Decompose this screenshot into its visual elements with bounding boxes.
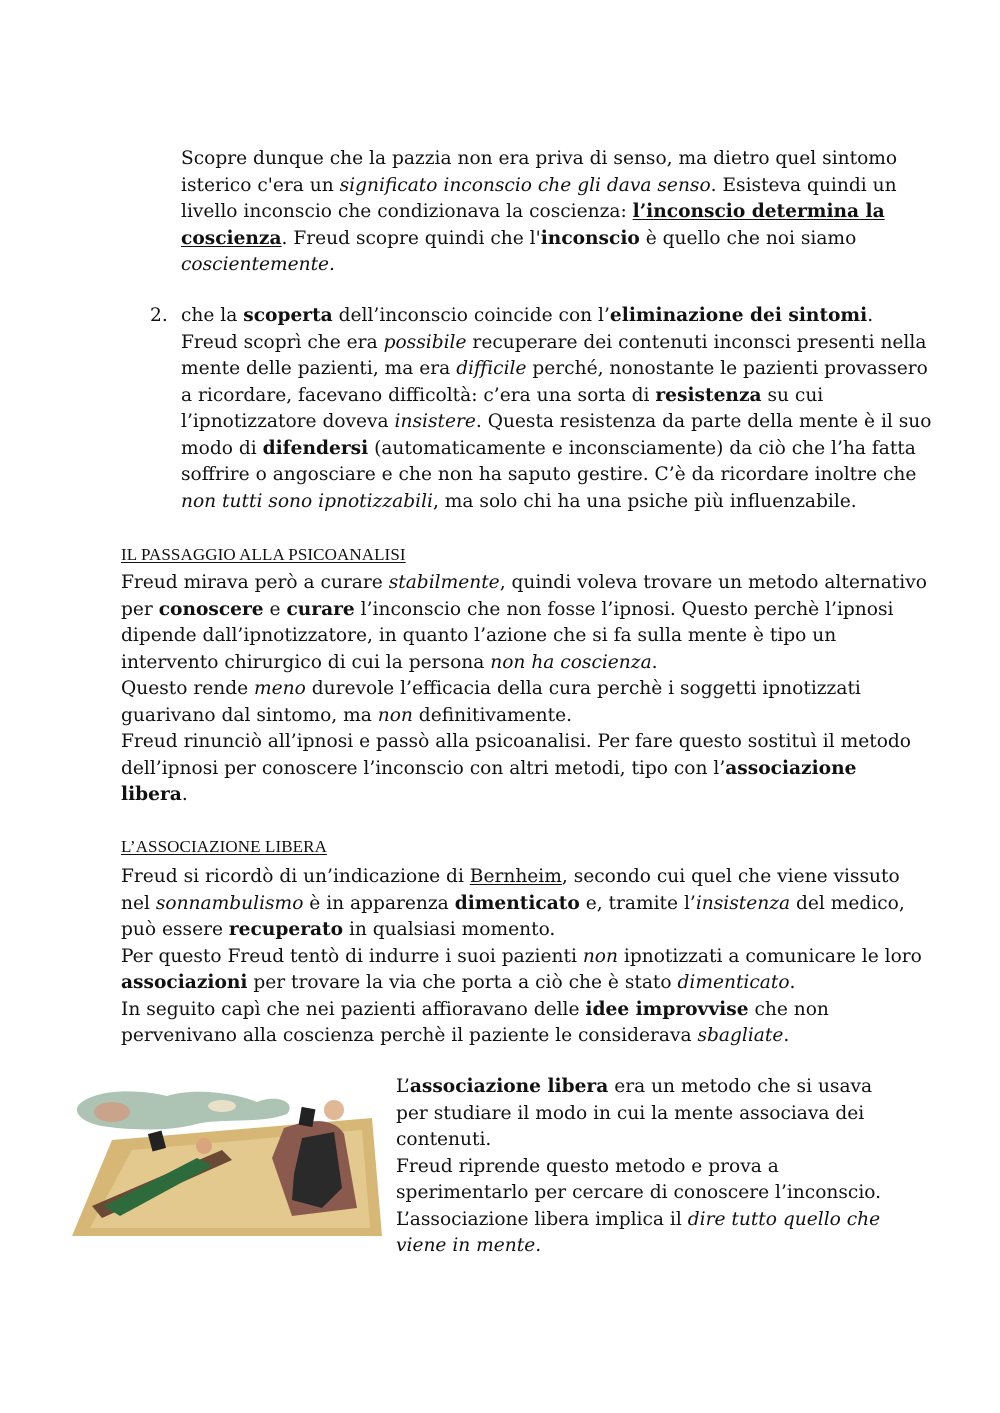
emphasis: dimenticato bbox=[677, 972, 790, 993]
bold-term: eliminazione dei sintomi bbox=[609, 305, 868, 326]
text: contenuti. bbox=[396, 1129, 492, 1150]
text: a ricordare, facevano difficoltà: c’era una sorta di bbox=[181, 384, 656, 406]
emphasis: possibile bbox=[383, 331, 467, 353]
emphasis: non tutti sono ipnotizzabili bbox=[181, 490, 433, 512]
text: era un metodo che si usava bbox=[608, 1076, 873, 1097]
key-phrase: l’inconscio determina la bbox=[632, 201, 885, 222]
item2-line-4 bbox=[181, 383, 931, 410]
s1-line-2 bbox=[121, 597, 927, 624]
list-item-2 bbox=[181, 303, 931, 515]
text: , secondo cui quel che viene vissuto bbox=[561, 866, 900, 887]
text: sperimentarlo per cercare di conoscere l’inconscio. bbox=[396, 1182, 882, 1203]
psychoanalysis-session-illustration bbox=[72, 1088, 382, 1236]
item2-line-7 bbox=[181, 462, 931, 489]
text: . bbox=[181, 784, 188, 805]
item2-line-2 bbox=[181, 330, 931, 357]
text: dell’inconscio coincide con l’ bbox=[332, 305, 610, 326]
item2-line-3 bbox=[181, 356, 931, 383]
emphasis: sonnambulismo bbox=[155, 892, 304, 914]
list-number: 2. bbox=[150, 305, 168, 326]
s1-line-8 bbox=[121, 756, 927, 783]
text: Freud scoprì che era bbox=[181, 331, 384, 353]
bold-term: recuperato bbox=[228, 919, 344, 940]
s3-line-7 bbox=[396, 1233, 881, 1260]
psicoanalisi-paragraph bbox=[121, 570, 927, 809]
section-heading-psicoanalisi: IL PASSAGGIO ALLA PSICOANALISI bbox=[121, 545, 406, 564]
s1-line-6 bbox=[121, 703, 927, 730]
text: che la bbox=[181, 305, 244, 326]
text: in qualsiasi momento. bbox=[343, 919, 556, 940]
text: Scopre dunque che la pazzia non era priva di senso, ma dietro quel sintomo bbox=[181, 148, 898, 169]
text: nel bbox=[121, 892, 156, 914]
text: l’ipnotizzatore doveva bbox=[181, 411, 395, 432]
text: , quindi voleva trovare un metodo alternativo bbox=[499, 572, 927, 593]
emphasis: non bbox=[582, 945, 618, 967]
text: modo di bbox=[181, 437, 263, 459]
text: Freud mirava però a curare bbox=[121, 572, 389, 593]
bold-term: difendersi bbox=[262, 437, 369, 459]
text: Freud rinunciò all’ipnosi e passò alla psicoanalisi. Per fare questo sostituì il metodo bbox=[121, 731, 911, 752]
item2-line-6 bbox=[181, 436, 931, 463]
text: soffrire o angosciare e che non ha saputo gestire. C’è da ricordare inoltre che bbox=[181, 464, 917, 485]
s1-line-5 bbox=[121, 676, 927, 703]
text: dell’ipnosi per conoscere l’inconscio con altri metodi, tipo con l’ bbox=[121, 757, 726, 779]
s2-line-6 bbox=[121, 997, 922, 1024]
bold-term: dimenticato bbox=[454, 892, 580, 914]
bold-term: conoscere bbox=[158, 598, 264, 620]
intro-line-2 bbox=[181, 173, 897, 200]
text: (automaticamente e inconsciamente) da ciò che l’ha fatta bbox=[368, 437, 916, 459]
dream-figure-2 bbox=[208, 1100, 236, 1112]
emphasis: insistere bbox=[394, 411, 476, 432]
text: Freud si ricordò di un’indicazione di bbox=[121, 866, 470, 887]
s2-line-2 bbox=[121, 891, 922, 918]
s2-line-5 bbox=[121, 970, 922, 997]
s3-line-5 bbox=[396, 1180, 881, 1207]
text: Questo rende bbox=[121, 678, 255, 699]
text: su cui bbox=[761, 384, 824, 406]
text: e bbox=[263, 598, 287, 620]
intro-paragraph bbox=[181, 146, 897, 279]
bold-term: scoperta bbox=[243, 305, 333, 326]
text: . Questa resistenza da parte della mente è il suo bbox=[475, 411, 932, 432]
item2-line-5 bbox=[181, 409, 931, 436]
bold-term: associazione libera bbox=[409, 1076, 609, 1097]
emphasis: non bbox=[377, 704, 413, 726]
text: L’ bbox=[396, 1076, 410, 1097]
text: è quello che noi siamo bbox=[639, 227, 857, 249]
text: isterico c'era un bbox=[181, 174, 340, 196]
emphasis: coscientemente. bbox=[181, 254, 335, 275]
text: , ma solo chi ha una psiche più influenzabile. bbox=[432, 490, 857, 512]
item2-line-1 bbox=[181, 303, 931, 330]
bold-term: libera bbox=[121, 784, 182, 805]
text: può essere bbox=[121, 919, 229, 940]
intro-line-1 bbox=[181, 146, 897, 173]
s1-line-7 bbox=[121, 729, 927, 756]
s1-line-1 bbox=[121, 570, 927, 597]
text: Freud riprende questo metodo e prova a bbox=[396, 1155, 779, 1177]
s2-line-1 bbox=[121, 864, 922, 891]
text: durevole l’efficacia della cura perchè i soggetti ipnotizzati bbox=[305, 678, 861, 699]
emphasis: meno bbox=[254, 678, 306, 699]
emphasis: difficile bbox=[456, 358, 527, 379]
s3-line-2 bbox=[396, 1101, 881, 1128]
intro-line-5 bbox=[181, 252, 897, 279]
text: l’inconscio che non fosse l’ipnosi. Questo perchè l’ipnosi bbox=[354, 598, 894, 620]
text: per trovare la via che porta a ciò che è stato bbox=[247, 972, 678, 993]
intro-line-3 bbox=[181, 199, 897, 226]
text: . Freud scopre quindi che l' bbox=[281, 227, 541, 249]
emphasis: stabilmente bbox=[388, 572, 500, 593]
text: intervento chirurgico di cui la persona bbox=[121, 651, 491, 673]
s2-line-7 bbox=[121, 1023, 922, 1050]
text: . Esisteva quindi un bbox=[710, 174, 897, 196]
bold-term: inconscio bbox=[540, 227, 640, 249]
text: che non bbox=[748, 998, 829, 1020]
s2-line-4 bbox=[121, 944, 922, 971]
section-heading-associazione: L’ASSOCIAZIONE LIBERA bbox=[121, 837, 327, 856]
dream-figure bbox=[94, 1102, 130, 1122]
text: Per questo Freud tentò di indurre i suoi pazienti bbox=[121, 945, 583, 967]
s3-line-1 bbox=[396, 1074, 881, 1101]
text: del medico, bbox=[790, 892, 905, 914]
text: . bbox=[789, 972, 796, 993]
text: dipende dall’ipnotizzatore, in quanto l’azione che si fa sulla mente è tipo un bbox=[121, 625, 837, 646]
text: livello inconscio che condizionava la coscienza: bbox=[181, 201, 633, 222]
text: definitivamente. bbox=[412, 704, 573, 726]
text: e, tramite l’ bbox=[579, 892, 696, 914]
key-phrase: coscienza bbox=[181, 227, 282, 249]
text: per bbox=[121, 598, 159, 620]
text: . bbox=[651, 651, 658, 673]
bold-term: associazione bbox=[725, 757, 857, 779]
associazione-paragraph bbox=[121, 864, 922, 1050]
item2-line-8 bbox=[181, 489, 931, 516]
intro-line-4 bbox=[181, 226, 897, 253]
s1-line-9 bbox=[121, 782, 927, 809]
emphasis: non ha coscienza bbox=[490, 651, 652, 673]
bold-term: idee improvvise bbox=[585, 998, 749, 1020]
illustration-svg bbox=[72, 1088, 382, 1236]
s1-line-3 bbox=[121, 623, 927, 650]
text: ipnotizzati a comunicare le loro bbox=[617, 945, 922, 967]
bold-term: resistenza bbox=[655, 384, 762, 406]
text: pervenivano alla coscienza perchè il paziente le considerava bbox=[121, 1025, 698, 1046]
text: . bbox=[783, 1025, 790, 1046]
s2-line-3 bbox=[121, 917, 922, 944]
associazione-caption-paragraph bbox=[396, 1074, 881, 1260]
text: è in apparenza bbox=[303, 892, 455, 914]
underlined-name: Bernheim bbox=[469, 866, 562, 887]
bold-term: curare bbox=[286, 598, 355, 620]
doctor-head bbox=[324, 1100, 344, 1120]
text: In seguito capì che nei pazienti affioravano delle bbox=[121, 998, 586, 1020]
text: . bbox=[867, 305, 874, 326]
text: recuperare dei contenuti inconsci presenti nella bbox=[466, 331, 927, 353]
emphasis: significato inconscio che gli dava senso bbox=[339, 174, 711, 196]
patient-head bbox=[196, 1138, 212, 1154]
text: L’associazione libera implica il bbox=[396, 1208, 688, 1230]
emphasis: dire tutto quello che bbox=[687, 1208, 881, 1230]
s1-line-4 bbox=[121, 650, 927, 677]
emphasis: viene in mente. bbox=[396, 1235, 542, 1256]
text: guarivano dal sintomo, ma bbox=[121, 704, 378, 726]
bold-term: associazioni bbox=[121, 972, 248, 993]
text: perché, nonostante le pazienti provassero bbox=[526, 358, 928, 379]
emphasis: sbagliate bbox=[697, 1025, 784, 1046]
s3-line-6 bbox=[396, 1207, 881, 1234]
text: mente delle pazienti, ma era bbox=[181, 358, 457, 379]
text: per studiare il modo in cui la mente associava dei bbox=[396, 1102, 865, 1124]
s3-line-4 bbox=[396, 1154, 881, 1181]
s3-line-3 bbox=[396, 1127, 881, 1154]
emphasis: insistenza bbox=[695, 892, 791, 914]
